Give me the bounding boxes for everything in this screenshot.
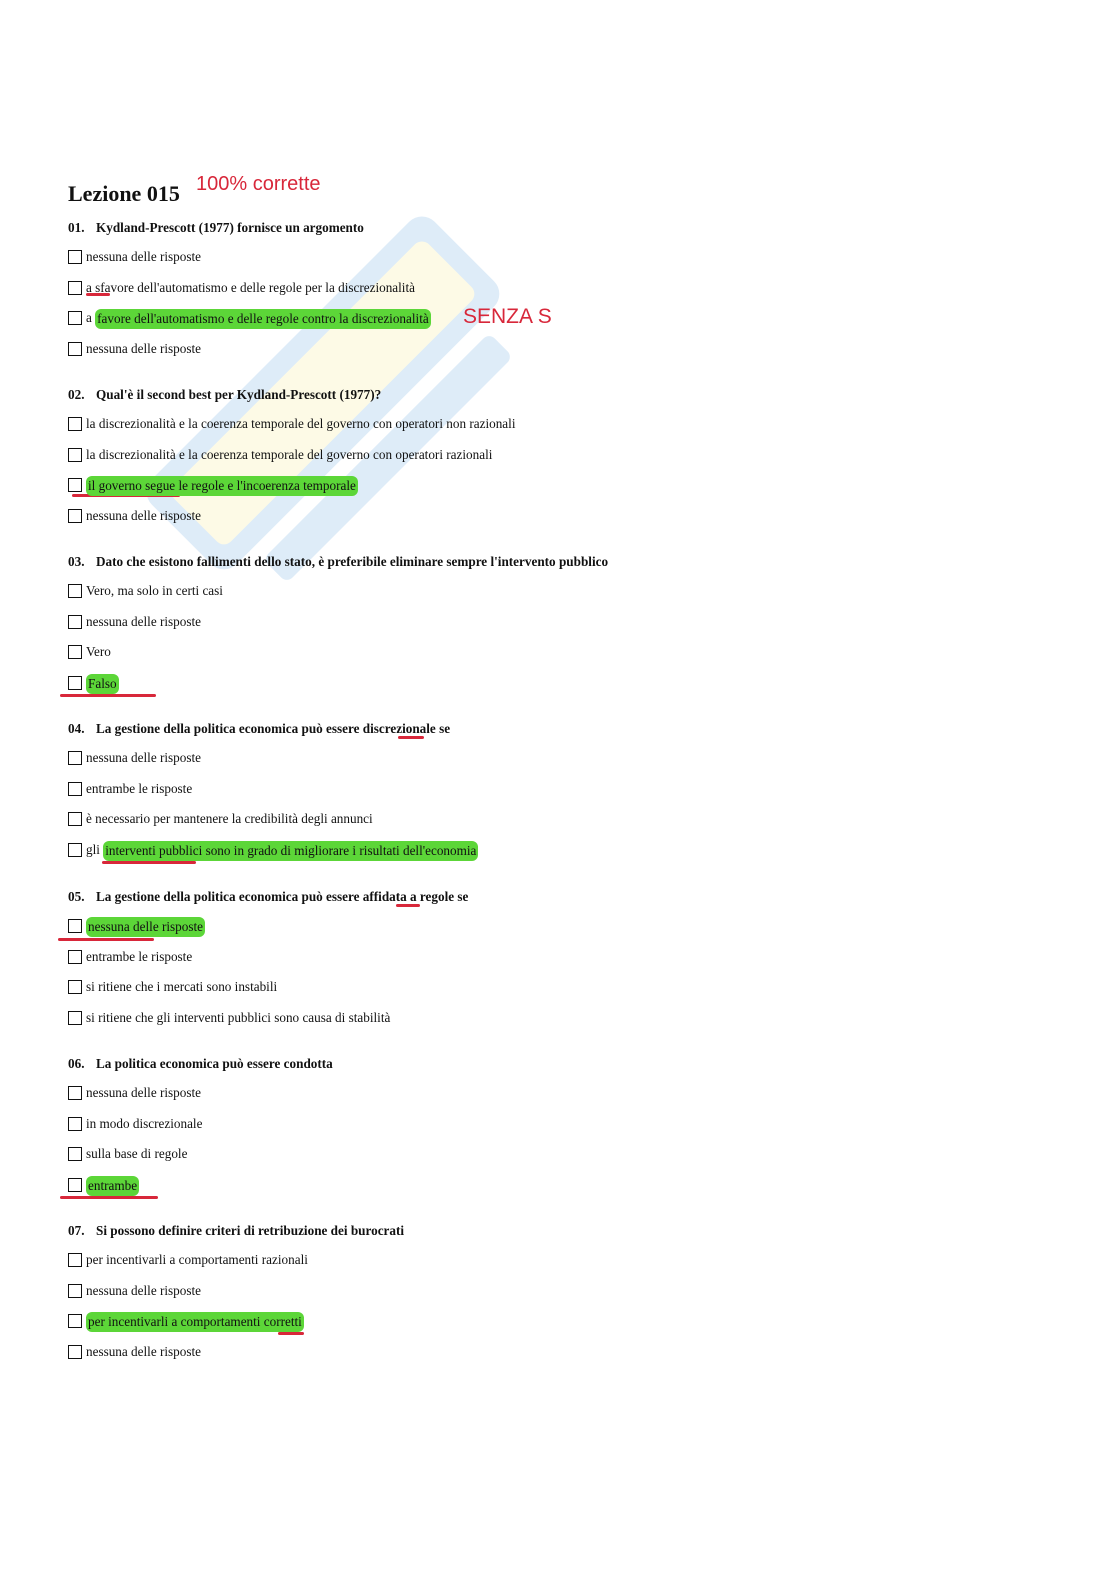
answer-checkbox[interactable]: [68, 342, 82, 356]
answer-option[interactable]: [68, 948, 968, 979]
answer-option[interactable]: [68, 749, 968, 780]
answer-option[interactable]: [68, 643, 968, 674]
answer-text: si ritiene che i mercati sono instabili: [86, 979, 278, 995]
answer-option[interactable]: [68, 1084, 968, 1115]
answer-text: nessuna delle risposte: [86, 613, 201, 629]
question-number: 02.: [68, 387, 85, 402]
question-01: [68, 218, 968, 371]
answer-checkbox[interactable]: [68, 1253, 82, 1267]
answer-checkbox[interactable]: [68, 417, 82, 431]
answer-checkbox[interactable]: [68, 1086, 82, 1100]
answer-checkbox[interactable]: [68, 1011, 82, 1025]
answer-checkbox[interactable]: [68, 1117, 82, 1131]
question-03: [68, 552, 968, 705]
answer-text-highlighted: per incentivarli a comportamenti corretti: [86, 1312, 304, 1332]
answer-text: a sfavore dell'automatismo e delle regole per la discrezionalità: [86, 279, 415, 295]
answer-text-highlighted: il governo segue le regole e l'incoerenza temporale: [86, 476, 358, 496]
answer-text: nessuna delle risposte: [86, 1085, 201, 1100]
answer-checkbox[interactable]: [68, 478, 82, 492]
question-heading: [68, 887, 968, 907]
answer-option[interactable]: [68, 446, 968, 477]
question-05: [68, 887, 968, 1040]
answer-checkbox[interactable]: [68, 812, 82, 826]
answer-text: nessuna delle risposte: [86, 341, 201, 357]
answer-text: entrambe le risposte: [86, 780, 193, 796]
answer-text-highlighted: interventi pubblici sono in grado di migliorare i risultati dell'economia: [103, 841, 478, 861]
answer-prefix: gli: [86, 842, 104, 858]
answer-text: nessuna delle risposte: [86, 508, 201, 524]
answer-text: si ritiene che gli interventi pubblici sono causa di stabilità: [86, 1010, 391, 1026]
answer-checkbox[interactable]: [68, 584, 82, 598]
answer-text: nessuna delle risposte: [86, 750, 201, 765]
question-number: 01.: [68, 220, 85, 235]
answer-text: la discrezionalità e la coerenza temporale del governo con operatori razionali: [86, 446, 493, 462]
question-text: La politica economica può essere condotta: [96, 1056, 333, 1071]
answer-option-correct[interactable]: [68, 841, 968, 872]
question-text: Kydland-Prescott (1977) fornisce un argomento: [96, 220, 364, 235]
answer-checkbox[interactable]: [68, 281, 82, 295]
question-text: La gestione della politica economica può essere affidata a regole se: [96, 889, 469, 904]
answer-checkbox[interactable]: [68, 448, 82, 462]
answer-option[interactable]: [68, 279, 968, 310]
answer-checkbox[interactable]: [68, 950, 82, 964]
answer-checkbox[interactable]: [68, 615, 82, 629]
answer-option[interactable]: [68, 978, 968, 1009]
question-heading: [68, 1054, 968, 1074]
answer-checkbox[interactable]: [68, 751, 82, 765]
answer-option[interactable]: [68, 507, 968, 538]
answer-text: in modo discrezionale: [86, 1115, 203, 1131]
answer-option[interactable]: [68, 780, 968, 811]
question-text: Qual'è il second best per Kydland-Prescott (1977)?: [96, 387, 382, 402]
answer-checkbox[interactable]: [68, 919, 82, 933]
question-heading: [68, 1221, 968, 1241]
answer-option[interactable]: [68, 810, 968, 841]
answer-text: nessuna delle risposte: [86, 1282, 201, 1298]
answer-option[interactable]: [68, 613, 968, 644]
question-number: 05.: [68, 889, 85, 904]
question-number: 06.: [68, 1056, 85, 1071]
answer-option[interactable]: [68, 1145, 968, 1176]
answer-option[interactable]: [68, 1343, 968, 1374]
question-07: [68, 1221, 968, 1374]
answer-option[interactable]: [68, 1009, 968, 1040]
question-text: Dato che esistono fallimenti dello stato, è preferibile eliminare sempre l'intervento pubblico: [96, 554, 609, 569]
answer-text: entrambe le risposte: [86, 948, 193, 964]
answer-checkbox[interactable]: [68, 1314, 82, 1328]
answer-text: è necessario per mantenere la credibilità degli annunci: [86, 811, 373, 827]
lesson-title: Lezione 015: [68, 181, 180, 206]
answer-option[interactable]: [68, 1282, 968, 1313]
answer-checkbox[interactable]: [68, 1178, 82, 1192]
question-heading: [68, 552, 968, 572]
answer-text: sulla base di regole: [86, 1146, 188, 1162]
answer-option-correct[interactable]: [68, 1312, 968, 1343]
answer-text-highlighted: favore dell'automatismo e delle regole contro la discrezionalità: [95, 309, 431, 329]
answer-checkbox[interactable]: [68, 1147, 82, 1161]
answer-option-correct[interactable]: [68, 917, 968, 948]
question-heading: [68, 385, 968, 405]
answer-checkbox[interactable]: [68, 311, 82, 325]
question-number: 04.: [68, 721, 85, 736]
answer-text: per incentivarli a comportamenti razionali: [86, 1252, 308, 1267]
question-number: 03.: [68, 554, 85, 569]
answer-checkbox[interactable]: [68, 509, 82, 523]
handwritten-note-top: 100% corrette: [196, 173, 321, 195]
question-heading: [68, 719, 968, 739]
answer-checkbox[interactable]: [68, 843, 82, 857]
answer-text-highlighted: entrambe: [86, 1176, 139, 1196]
answer-prefix: a: [86, 310, 96, 326]
answer-option[interactable]: [68, 1115, 968, 1146]
answer-checkbox[interactable]: [68, 1284, 82, 1298]
answer-option-correct[interactable]: [68, 476, 968, 507]
answer-text: Vero, ma solo in certi casi: [86, 583, 223, 598]
answer-checkbox[interactable]: [68, 645, 82, 659]
question-heading: [68, 218, 968, 238]
handwritten-note-side: SENZA S: [463, 305, 552, 328]
answer-option[interactable]: [68, 415, 968, 446]
answer-option[interactable]: [68, 1251, 968, 1282]
answer-option-correct[interactable]: [68, 674, 968, 705]
question-04: [68, 719, 968, 872]
answer-checkbox[interactable]: [68, 980, 82, 994]
answer-text: la discrezionalità e la coerenza temporale del governo con operatori non razionali: [86, 416, 516, 431]
answer-checkbox[interactable]: [68, 676, 82, 690]
answer-checkbox[interactable]: [68, 1345, 82, 1359]
answer-option[interactable]: [68, 340, 968, 371]
answer-text: nessuna delle risposte: [86, 1344, 201, 1360]
question-text: Si possono definire criteri di retribuzione dei burocrati: [96, 1223, 405, 1238]
answer-option-correct[interactable]: [68, 1176, 968, 1207]
answer-option[interactable]: [68, 248, 968, 279]
answer-text: nessuna delle risposte: [86, 249, 201, 264]
question-06: [68, 1054, 968, 1207]
answer-option[interactable]: [68, 582, 968, 613]
answer-checkbox[interactable]: [68, 782, 82, 796]
answer-option-correct[interactable]: [68, 309, 968, 340]
question-02: [68, 385, 968, 538]
question-text: La gestione della politica economica può essere discrezionale se: [96, 721, 451, 736]
answer-text-highlighted: nessuna delle risposte: [86, 917, 205, 937]
answer-text-highlighted: Falso: [86, 674, 119, 694]
answer-checkbox[interactable]: [68, 250, 82, 264]
question-number: 07.: [68, 1223, 85, 1238]
answer-text: Vero: [86, 644, 111, 660]
